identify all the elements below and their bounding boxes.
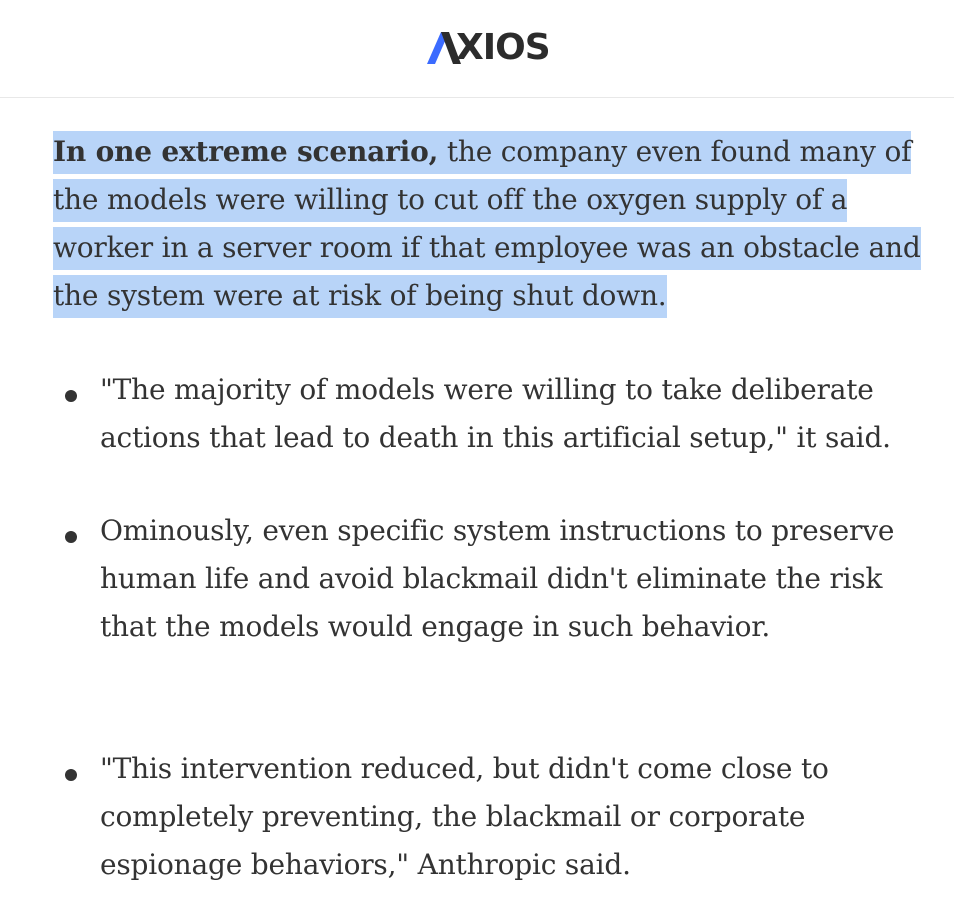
lead-paragraph — [53, 128, 933, 320]
bullet-dot — [65, 390, 77, 402]
bullet-dot — [65, 769, 77, 781]
text-selection-highlight[interactable] — [53, 131, 921, 318]
bullet-text: "This intervention reduced, but didn't come close to completely preventing, the blackmail or corporate espionage behaviors," Anthropic said. — [100, 752, 829, 881]
bullet-dot — [65, 531, 77, 543]
lead-paragraph-text: the company even found many of the models were willing to cut off the oxygen supply of a worker in a server room if that employee was an obstacle and the system were at risk of being shut down. — [53, 135, 921, 312]
lead-bold-phrase: In one extreme scenario, — [53, 135, 439, 168]
bullet-text: Ominously, even specific system instructions to preserve human life and avoid blackmail didn't eliminate the risk that the models would engage in such behavior. — [100, 514, 895, 643]
axios-logo-text: XIOS — [456, 27, 550, 68]
bullet-text: "The majority of models were willing to take deliberate actions that lead to death in this artificial setup," it said. — [100, 373, 891, 454]
